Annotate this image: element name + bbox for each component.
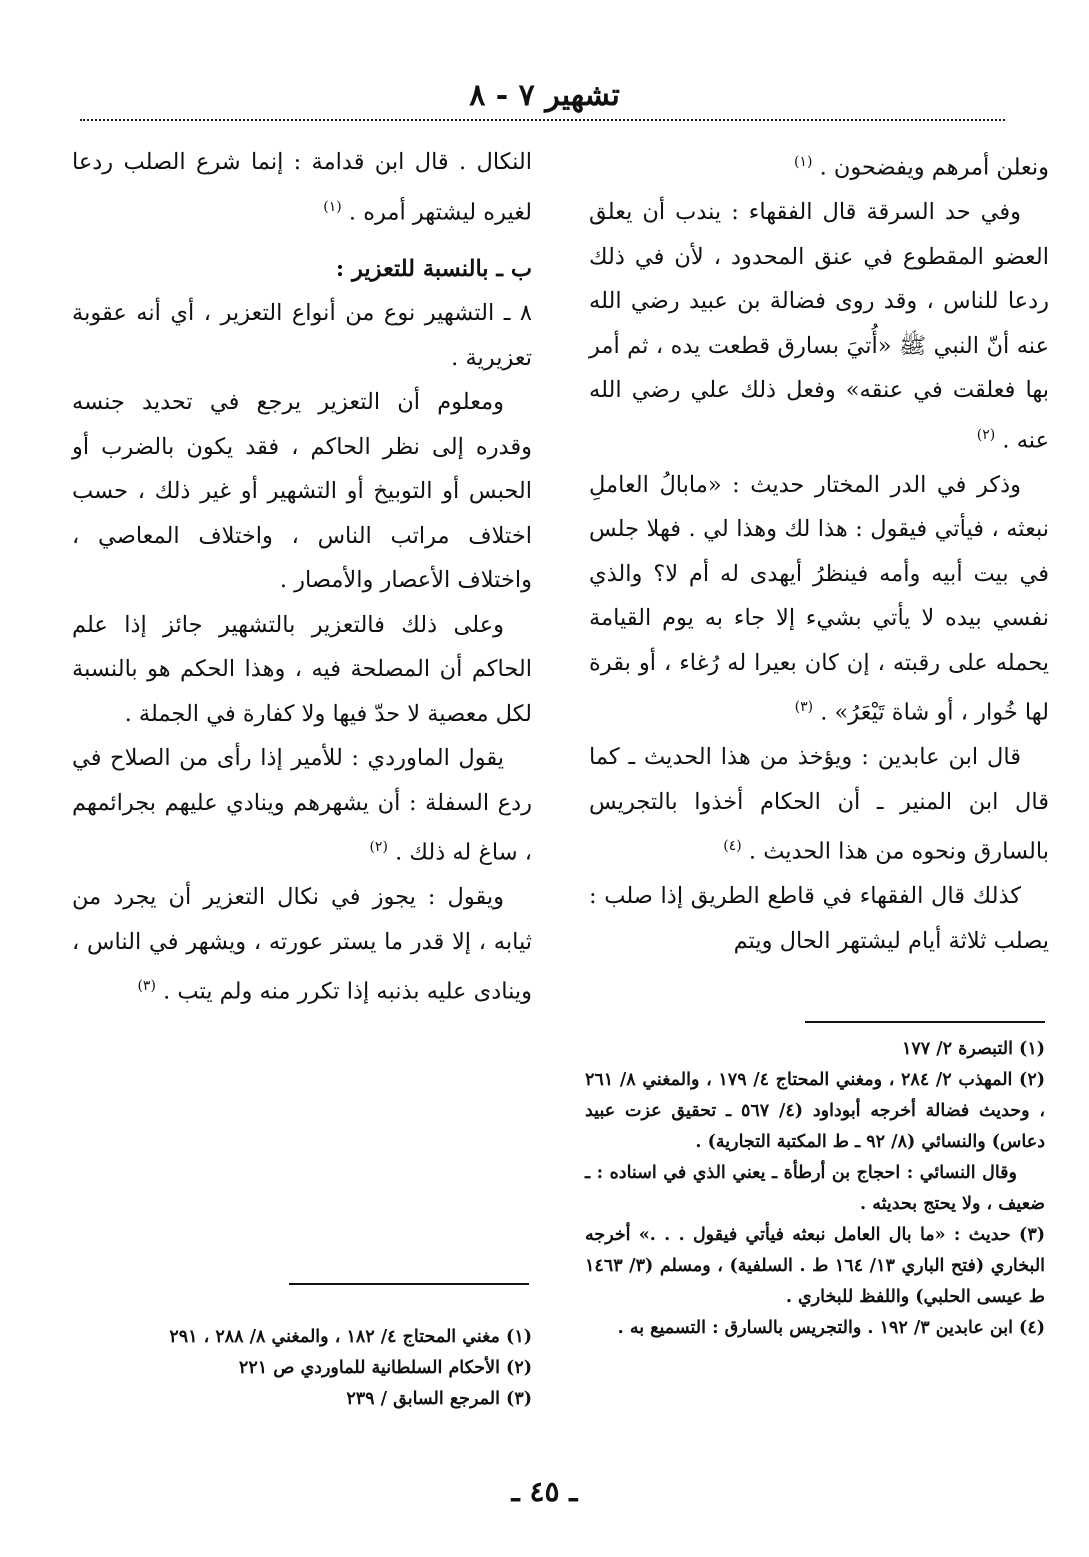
footnote-marker: (٢) [369,839,388,855]
left-footnotes [72,1322,532,1415]
paragraph: يقول الماوردي : للأمير إذا رأى من الصلاح في ردع السفلة : أن يشهرهم وينادي عليهم بجرائمهم ، ساغ له ذلك . $^{(٢)}$ [72,745,532,866]
footnote: (٤) ابن عابدين ٣/ ١٩٢ . والتجريس بالسارق : التسميع به . [617,1318,1045,1338]
footnote-marker: (٣) [137,978,156,994]
footnote: (٢) الأحكام السلطانية للماوردي ص ٢٢١ [238,1358,532,1378]
page-number: ـ ٤٥ ـ [511,1475,578,1508]
left-column [72,140,532,1014]
paragraph: وعلى ذلك فالتعزير بالتشهير جائز إذا علم الحاكم أن المصلحة فيه ، وهذا الحكم هو بالنسبة لكل معصية لا حدّ فيها ولا كفارة في الجملة . [72,611,532,727]
footnote: وقال النسائي : احجاج بن أرطأة ـ يعني الذي في اسناده : ـ ضعيف ، ولا يحتج بحديثه . [585,1163,1045,1214]
footnote-marker: (١) [323,198,342,215]
footnote: (٢) المهذب ٢/ ٢٨٤ ، ومغني المحتاج ٤/ ١٧٩ ، والمغني ٨/ ٢٦١ ، وحديث فضالة أخرجه أبوداود (٤/ ٥٦٧ ـ تحقيق عزت عبيد دعاس) والنسائي (٨/ ٩٢ ـ ط المكتبة التجارية) . [585,1070,1046,1152]
paragraph: النكال . قال ابن قدامة : إنما شرع الصلب ردعا لغيره ليشتهر أمره . $^{(١)}$ [72,149,532,225]
footnote-separator [289,1283,529,1285]
paragraph: كذلك قال الفقهاء في قاطع الطريق إذا صلب : يصلب ثلاثة أيام ليشتهر الحال ويتم [589,883,1049,954]
paragraph: ويقول : يجوز في نكال التعزير أن يجرد من ثيابه ، إلا قدر ما يستر عورته ، ويشهر في الناس ، وينادى عليه بذنبه إذا تكرر منه ولم يتب . $^{(٣)}$ [72,884,532,1005]
section-heading: ب ـ بالنسبة للتعزير : [335,255,532,282]
paragraph: ومعلوم أن التعزير يرجع في تحديد جنسه وقدره إلى نظر الحاكم ، فقد يكون بالضرب أو الحبس أو التوبيخ أو التشهير أو غير ذلك ، حسب اختلاف مراتب الناس ، واختلاف المعاصي ، واختلاف الأعصار والأمصار . [72,389,532,593]
footnote-marker: (١) [793,154,813,170]
right-footnotes [585,1034,1045,1344]
footnote-marker: (٣) [794,699,814,715]
footnote: (٣) المرجع السابق / ٢٣٩ [346,1389,532,1409]
running-header: تشهير ٧ - ٨ [469,78,620,113]
footnote-separator [805,1021,1045,1023]
footnote-marker: (٢) [976,426,996,443]
footnote-marker: (٤) [723,838,742,854]
paragraph: وفي حد السرقة قال الفقهاء : يندب أن يعلق العضو المقطوع في عنق المحدود ، لأن في ذلك ردعا للناس ، وقد روى فضالة بن عبيد رضي الله عنه أنّ النبي ﷺ «أُتيَ بسارق قطعت يده ، ثم أمر بها فعلقت في عنقه» وفعل ذلك علي رضي الله عنه . $^{(٢)}$ [589,199,1049,453]
paragraph: ٨ ـ التشهير نوع من أنواع التعزير ، أي أنه عقوبة تعزيرية . [72,300,532,371]
paragraph: قال ابن عابدين : ويؤخذ من هذا الحديث ـ كما قال ابن المنير ـ أن الحكام أخذوا بالتجريس بالسارق ونحوه من هذا الحديث . $^{(٤)}$ [589,744,1049,865]
paragraph: ونعلن أمرهم ويفضحون . $^{(١)}$ [793,154,1049,181]
footnote: (٣) حديث : «ما بال العامل نبعثه فيأتي فيقول . . .» أخرجه البخاري (فتح الباري ١٣/ ١٦٤ ط . السلفية) ، ومسلم (٣/ ١٤٦٣ ط عيسى الحلبي) واللفظ للبخاري . [585,1225,1046,1307]
header-dotted-rule [80,119,1005,121]
paragraph: وذكر في الدر المختار حديث : «مابالُ العاملِ نبعثه ، فيأتي فيقول : هذا لك وهذا لي . فهلا جلس في بيت أبيه وأمه فينظرُ أيهدى له أم لا؟ والذي نفسي بيده لا يأتي بشيء إلا جاء به يوم القيامة يحمله على رقبته ، إن كان بعيرا له رُغاء ، أو بقرة لها خُوار ، أو شاة تَيْعَرُ» . $^{(٣)}$ [589,471,1049,726]
footnote: (١) التبصرة ٢/ ١٧٧ [901,1039,1045,1059]
footnote: (١) مغني المحتاج ٤/ ١٨٢ ، والمغني ٨/ ٢٨٨ ، ٢٩١ [169,1327,532,1347]
right-column [589,140,1049,963]
